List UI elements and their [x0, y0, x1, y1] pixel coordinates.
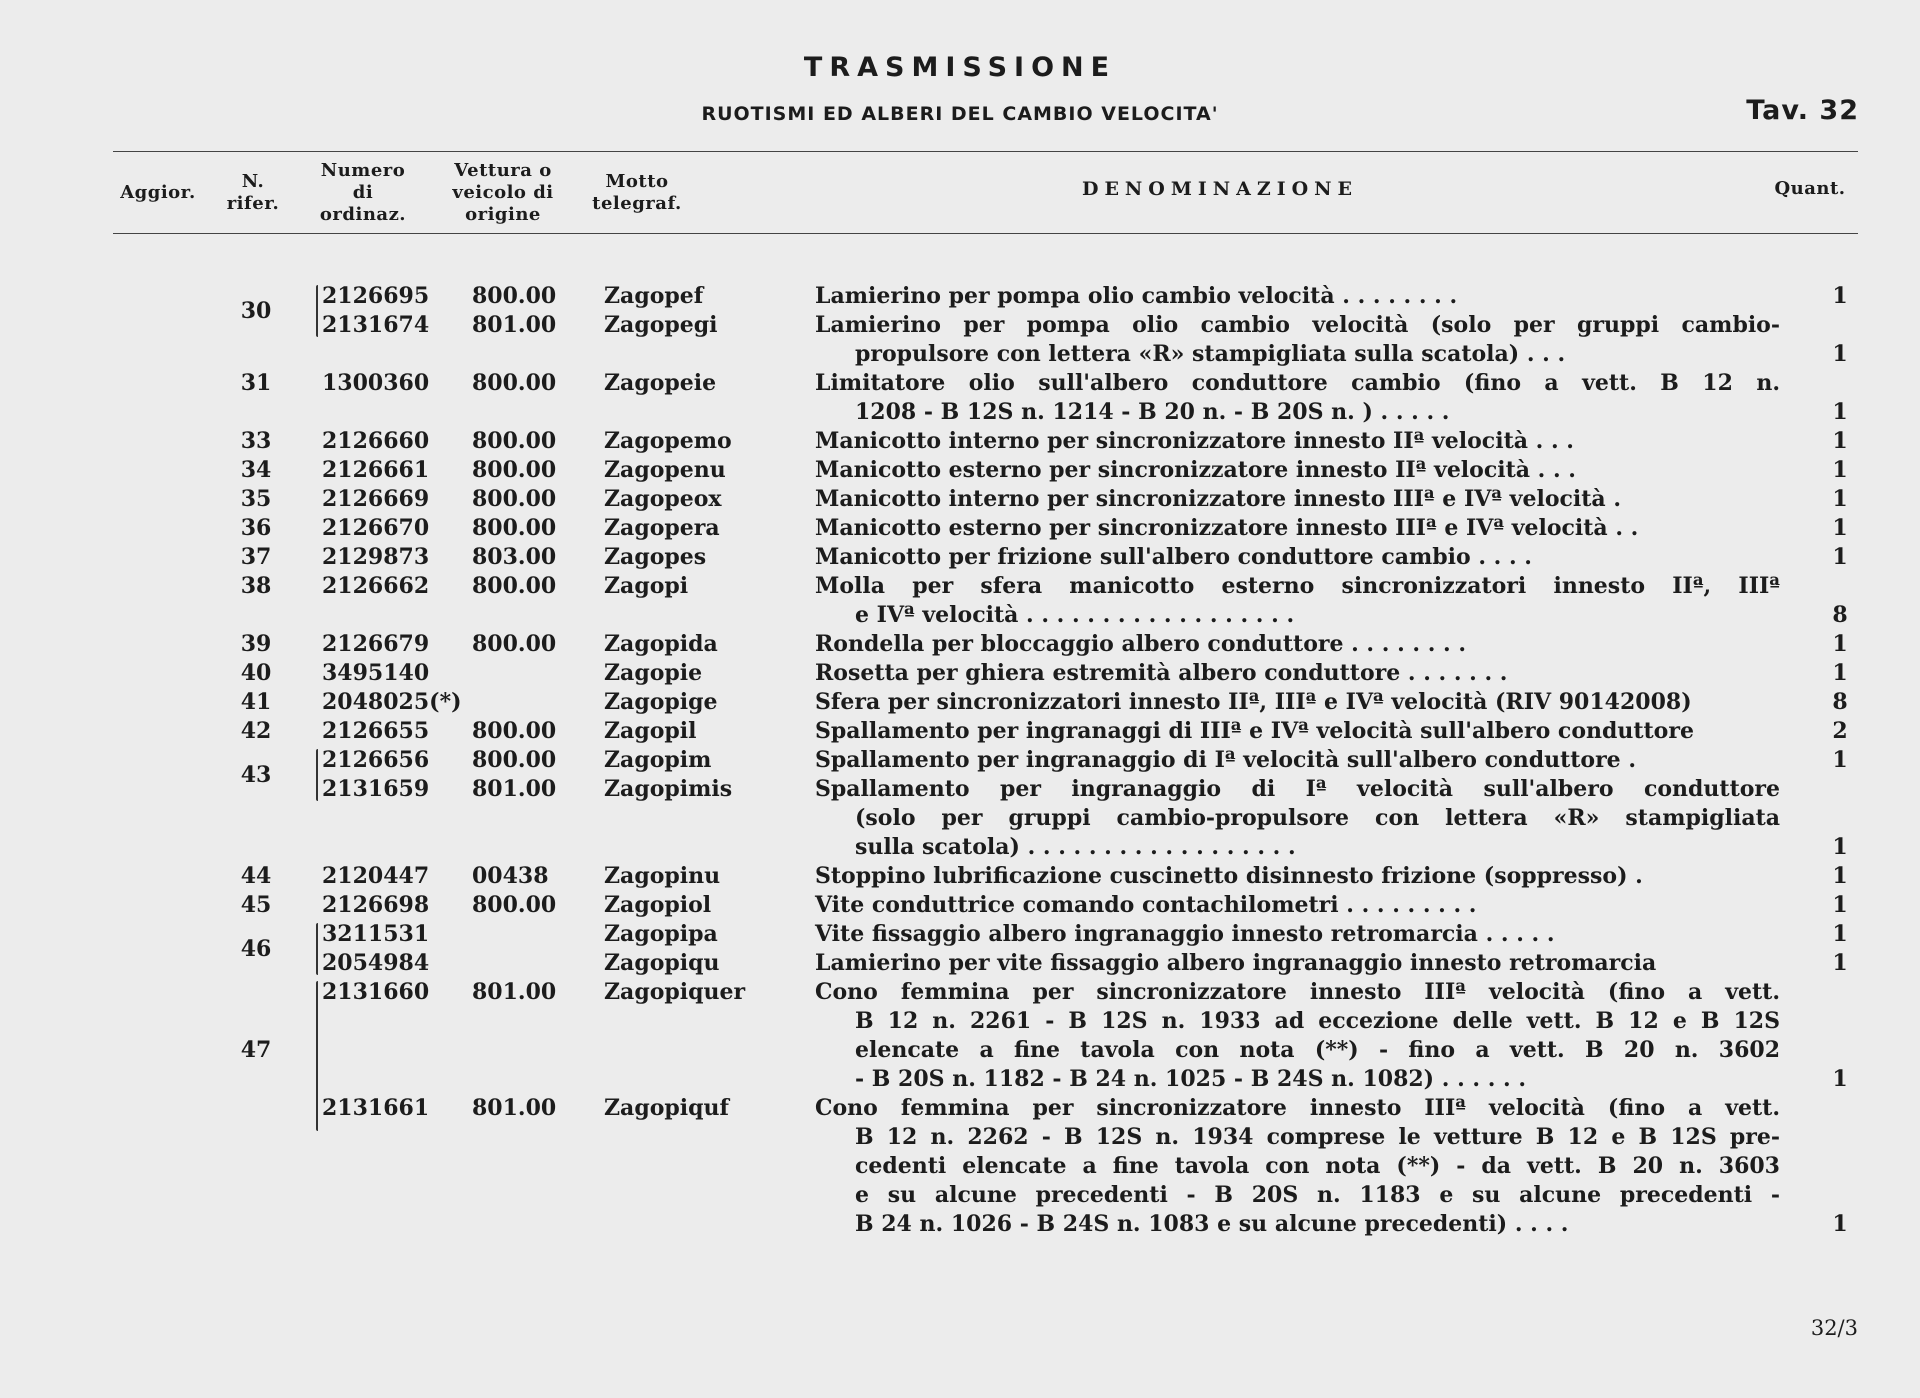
- description: 1208 - B 12S n. 1214 - B 20 n. - B 20S n. ) . . . . .: [855, 399, 1450, 425]
- description: (solo per gruppi cambio-propulsore con lettera «R» stampigliata: [855, 805, 1780, 831]
- ref-number: 30: [240, 298, 272, 324]
- ref-number: 42: [240, 718, 272, 744]
- table-row: [0, 978, 1920, 1007]
- table-row: [0, 804, 1920, 833]
- ref-number: 31: [240, 370, 272, 396]
- ref-number: 33: [240, 428, 272, 454]
- description: propulsore con lettera «R» stampigliata sulla scatola) . . .: [855, 341, 1566, 367]
- telegraph-code: Zagopida: [604, 631, 718, 657]
- description: Stoppino lubrificazione cuscinetto disinnesto frizione (soppresso) .: [815, 863, 1643, 889]
- order-number: 2126695: [322, 283, 430, 309]
- description: Manicotto interno per sincronizzatore innesto IIIª e IVª velocità .: [815, 486, 1621, 512]
- ref-number: 44: [240, 863, 272, 889]
- quantity: 1: [1832, 428, 1848, 454]
- quantity: 1: [1832, 1211, 1848, 1237]
- vehicle-origin: 801.00: [472, 979, 557, 1005]
- table-row: [0, 949, 1920, 978]
- description: Lamierino per vite fissaggio albero ingranaggio innesto retromarcia: [815, 950, 1657, 976]
- table-row: [0, 311, 1920, 340]
- col-header-denominazione: DENOMINAZIONE: [1081, 178, 1359, 200]
- telegraph-code: Zagopef: [604, 283, 704, 309]
- order-number: 2126661: [322, 457, 430, 483]
- quantity: 1: [1832, 660, 1848, 686]
- order-number: 2054984: [322, 950, 430, 976]
- telegraph-code: Zagopiquer: [604, 979, 746, 1005]
- telegraph-code: Zagopil: [604, 718, 697, 744]
- order-number: 2048025(*): [322, 689, 462, 715]
- quantity: 8: [1832, 689, 1848, 715]
- table-row: [0, 1007, 1920, 1036]
- description: Manicotto esterno per sincronizzatore innesto IIª velocità . . .: [815, 457, 1576, 483]
- group-brace-47: [316, 981, 318, 1131]
- table-row: [0, 282, 1920, 324]
- col-header-vettura: Vettura o veicolo di origine: [452, 160, 554, 225]
- table-row: [0, 746, 1920, 788]
- telegraph-code: Zagopiol: [604, 892, 712, 918]
- table-row: [0, 340, 1920, 369]
- order-number: 2126670: [322, 515, 430, 541]
- quantity: 1: [1832, 515, 1848, 541]
- table-row: [0, 659, 1920, 688]
- description: e IVª velocità . . . . . . . . . . . . . . . . . .: [855, 602, 1295, 628]
- table-row: [0, 427, 1920, 456]
- telegraph-code: Zagopige: [604, 689, 718, 715]
- table-row: [0, 1210, 1920, 1239]
- description: Molla per sfera manicotto esterno sincronizzatori innesto IIª, IIIª: [815, 573, 1780, 599]
- table-number: Tav. 32: [1746, 95, 1859, 126]
- ref-number: 41: [240, 689, 272, 715]
- ref-number: 36: [240, 515, 272, 541]
- header-top-rule: [113, 151, 1858, 152]
- vehicle-origin: 800.00: [472, 892, 557, 918]
- telegraph-code: Zagopeox: [604, 486, 722, 512]
- ref-number: 43: [240, 762, 272, 788]
- page-title: TRASMISSIONE: [803, 52, 1117, 83]
- telegraph-code: Zagopimis: [604, 776, 733, 802]
- description: Spallamento per ingranaggi di IIIª e IVª velocità sull'albero conduttore: [815, 718, 1694, 744]
- table-row: [0, 1065, 1920, 1094]
- header-bottom-rule: [113, 233, 1858, 234]
- table-row: [0, 572, 1920, 601]
- ref-number: 34: [240, 457, 272, 483]
- vehicle-origin: 800.00: [472, 486, 557, 512]
- telegraph-code: Zagopipa: [604, 921, 718, 947]
- quantity: 1: [1832, 457, 1848, 483]
- description: Lamierino per pompa olio cambio velocità (solo per gruppi cambio-: [815, 312, 1780, 338]
- page-subtitle: RUOTISMI ED ALBERI DEL CAMBIO VELOCITA': [701, 103, 1219, 125]
- order-number: 2131674: [322, 312, 430, 338]
- ref-number: 40: [240, 660, 272, 686]
- description: B 12 n. 2261 - B 12S n. 1933 ad eccezione delle vett. B 12 e B 12S: [855, 1008, 1780, 1034]
- ref-number: 38: [240, 573, 272, 599]
- vehicle-origin: 800.00: [472, 370, 557, 396]
- table-row: [0, 514, 1920, 543]
- quantity: 1: [1832, 544, 1848, 570]
- table-row: [0, 833, 1920, 862]
- order-number: 2126669: [322, 486, 430, 512]
- order-number: 2129873: [322, 544, 430, 570]
- description: Cono femmina per sincronizzatore innesto IIIª velocità (fino a vett.: [815, 1095, 1780, 1121]
- table-row: [0, 717, 1920, 746]
- col-header-motto: Motto telegraf.: [592, 171, 682, 214]
- vehicle-origin: 801.00: [472, 312, 557, 338]
- table-row: [0, 1123, 1920, 1152]
- order-number: 3495140: [322, 660, 430, 686]
- vehicle-origin: 800.00: [472, 428, 557, 454]
- order-number: 2131660: [322, 979, 430, 1005]
- vehicle-origin: 800.00: [472, 747, 557, 773]
- table-row: [0, 485, 1920, 514]
- description: B 12 n. 2262 - B 12S n. 1934 comprese le vetture B 12 e B 12S pre-: [855, 1124, 1780, 1150]
- description: Cono femmina per sincronizzatore innesto IIIª velocità (fino a vett.: [815, 979, 1780, 1005]
- order-number: 2126656: [322, 747, 430, 773]
- description: cedenti elencate a fine tavola con nota (**) - da vett. B 20 n. 3603: [855, 1153, 1780, 1179]
- vehicle-origin: 801.00: [472, 776, 557, 802]
- ref-number: 37: [240, 544, 272, 570]
- vehicle-origin: 801.00: [472, 1095, 557, 1121]
- col-header-aggior: Aggior.: [120, 182, 196, 203]
- table-row: [0, 891, 1920, 920]
- description: Vite fissaggio albero ingranaggio innesto retromarcia . . . . .: [815, 921, 1555, 947]
- quantity: 1: [1832, 892, 1848, 918]
- table-row: [0, 920, 1920, 962]
- quantity: 1: [1832, 283, 1848, 309]
- table-row: [0, 775, 1920, 804]
- telegraph-code: Zagopegi: [604, 312, 718, 338]
- vehicle-origin: 800.00: [472, 283, 557, 309]
- order-number: 2131661: [322, 1095, 430, 1121]
- table-row: [0, 1181, 1920, 1210]
- telegraph-code: Zagopinu: [604, 863, 721, 889]
- vehicle-origin: 800.00: [472, 718, 557, 744]
- group-brace-43: [316, 749, 318, 801]
- quantity: 2: [1832, 718, 1848, 744]
- description: B 24 n. 1026 - B 24S n. 1083 e su alcune precedenti) . . . .: [855, 1211, 1569, 1237]
- telegraph-code: Zagopeie: [604, 370, 717, 396]
- description: Vite conduttrice comando contachilometri . . . . . . . . .: [815, 892, 1477, 918]
- order-number: 3211531: [322, 921, 430, 947]
- order-number: 2131659: [322, 776, 430, 802]
- description: e su alcune precedenti - B 20S n. 1183 e su alcune precedenti -: [855, 1182, 1780, 1208]
- parts-list: [0, 282, 1920, 1239]
- ref-number: 46: [240, 936, 272, 962]
- description: Spallamento per ingranaggio di Iª velocità sull'albero conduttore .: [815, 747, 1636, 773]
- quantity: 1: [1832, 863, 1848, 889]
- vehicle-origin: 800.00: [472, 515, 557, 541]
- order-number: 2126698: [322, 892, 430, 918]
- ref-number: 45: [240, 892, 272, 918]
- telegraph-code: Zagopim: [604, 747, 712, 773]
- quantity: 1: [1832, 950, 1848, 976]
- quantity: 1: [1832, 631, 1848, 657]
- description: Limitatore olio sull'albero conduttore cambio (fino a vett. B 12 n.: [815, 370, 1780, 396]
- quantity: 1: [1832, 921, 1848, 947]
- vehicle-origin: 800.00: [472, 457, 557, 483]
- col-header-quant: Quant.: [1774, 178, 1846, 199]
- ref-number: 35: [240, 486, 272, 512]
- telegraph-code: Zagopie: [604, 660, 703, 686]
- order-number: 2126679: [322, 631, 430, 657]
- quantity: 1: [1832, 399, 1848, 425]
- description: sulla scatola) . . . . . . . . . . . . . . . . . .: [855, 834, 1296, 860]
- description: Rosetta per ghiera estremità albero conduttore . . . . . . .: [815, 660, 1508, 686]
- quantity: 1: [1832, 1066, 1848, 1092]
- description: Manicotto per frizione sull'albero conduttore cambio . . . .: [815, 544, 1532, 570]
- ref-number: 47: [240, 1037, 272, 1063]
- table-row: [0, 398, 1920, 427]
- order-number: 2126660: [322, 428, 430, 454]
- group-brace-46: [316, 923, 318, 975]
- quantity: 1: [1832, 747, 1848, 773]
- vehicle-origin: 00438: [472, 863, 549, 889]
- table-row: [0, 1152, 1920, 1181]
- telegraph-code: Zagopi: [604, 573, 689, 599]
- quantity: 1: [1832, 341, 1848, 367]
- quantity: 1: [1832, 486, 1848, 512]
- vehicle-origin: 803.00: [472, 544, 557, 570]
- telegraph-code: Zagopera: [604, 515, 720, 541]
- description: elencate a fine tavola con nota (**) - fino a vett. B 20 n. 3602: [855, 1037, 1780, 1063]
- quantity: 1: [1832, 834, 1848, 860]
- table-row: [0, 543, 1920, 572]
- telegraph-code: Zagopemo: [604, 428, 732, 454]
- table-row: [0, 630, 1920, 659]
- page-number: 32/3: [1810, 1316, 1858, 1340]
- table-row: [0, 601, 1920, 630]
- description: Rondella per bloccaggio albero conduttore . . . . . . . .: [815, 631, 1466, 657]
- order-number: 1300360: [322, 370, 430, 396]
- group-brace-30: [316, 285, 318, 337]
- vehicle-origin: 800.00: [472, 573, 557, 599]
- quantity: 8: [1832, 602, 1848, 628]
- description: Sfera per sincronizzatori innesto IIª, IIIª e IVª velocità (RIV 90142008): [815, 689, 1692, 715]
- telegraph-code: Zagopiqu: [604, 950, 720, 976]
- table-row: [0, 688, 1920, 717]
- description: Lamierino per pompa olio cambio velocità . . . . . . . .: [815, 283, 1458, 309]
- order-number: 2120447: [322, 863, 430, 889]
- vehicle-origin: 800.00: [472, 631, 557, 657]
- order-number: 2126655: [322, 718, 430, 744]
- telegraph-code: Zagopes: [604, 544, 707, 570]
- description: Manicotto interno per sincronizzatore innesto IIª velocità . . .: [815, 428, 1574, 454]
- table-row: [0, 1094, 1920, 1123]
- description: Manicotto esterno per sincronizzatore innesto IIIª e IVª velocità . .: [815, 515, 1639, 541]
- table-row: [0, 1036, 1920, 1065]
- description: Spallamento per ingranaggio di Iª velocità sull'albero conduttore: [815, 776, 1780, 802]
- col-header-nrifer: N. rifer.: [226, 171, 280, 214]
- description: - B 20S n. 1182 - B 24 n. 1025 - B 24S n. 1082) . . . . . .: [855, 1066, 1526, 1092]
- ref-number: 39: [240, 631, 272, 657]
- telegraph-code: Zagopenu: [604, 457, 726, 483]
- col-header-numero: Numero di ordinaz.: [319, 160, 407, 225]
- table-row: [0, 456, 1920, 485]
- table-row: [0, 862, 1920, 891]
- order-number: 2126662: [322, 573, 430, 599]
- table-row: [0, 369, 1920, 398]
- telegraph-code: Zagopiquf: [604, 1095, 729, 1121]
